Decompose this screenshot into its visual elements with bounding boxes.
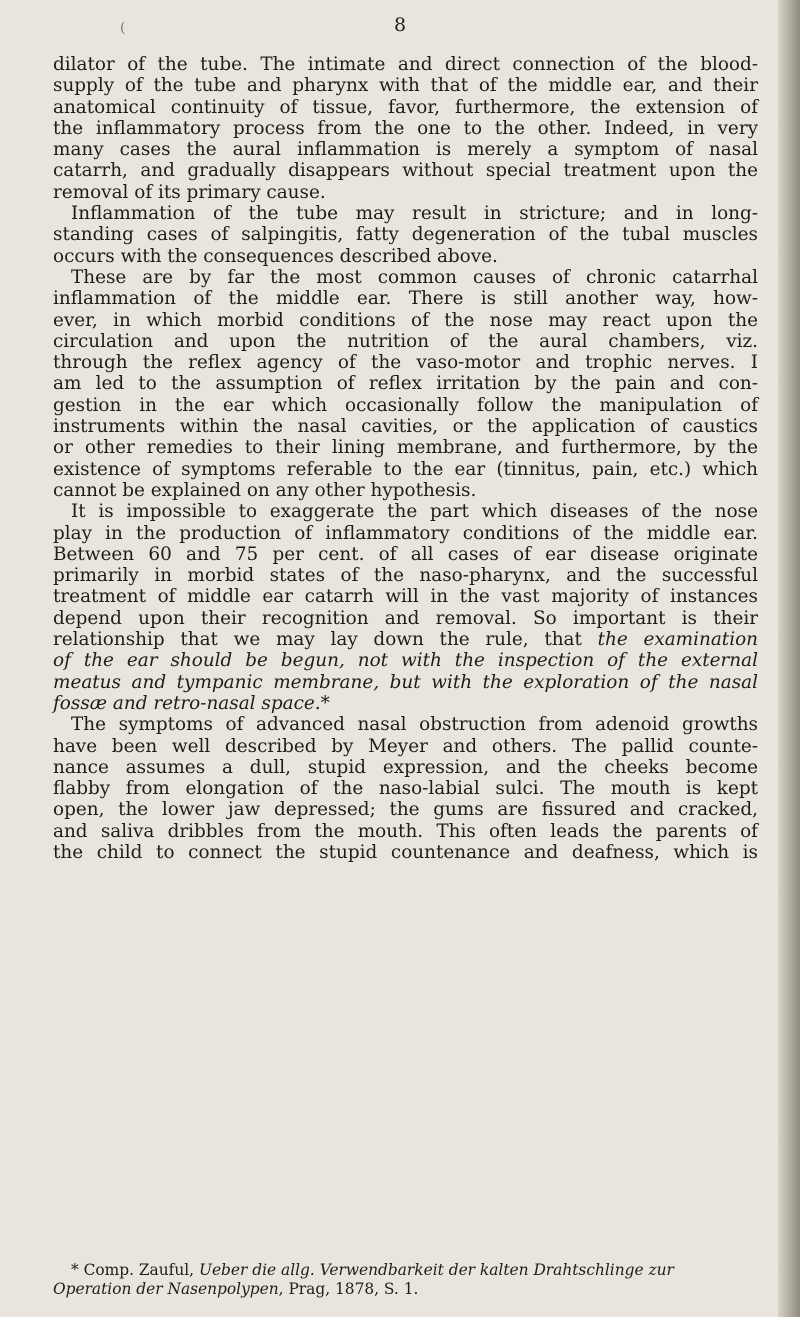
body-line: ever, in which morbid conditions of the nose may react upon the (53, 309, 758, 331)
body-line: These are by far the most common causes of chronic catarrhal (71, 266, 758, 288)
body-line: primarily in morbid states of the naso-pharynx, and the successful (53, 565, 758, 587)
body-line: the inflammatory process from the one to the other. Indeed, in very (53, 117, 758, 139)
body-line: have been well described by Meyer and others. The pallid counte- (53, 735, 758, 757)
footnote-italic: Operation der Nasenpolypen (53, 1279, 279, 1298)
body-line: depend upon their recognition and removal. So important is their (53, 607, 758, 629)
stray-mark: ( (120, 20, 126, 36)
body-line: catarrh, and gradually disappears without special treatment upon the (53, 160, 758, 182)
body-line: many cases the aural inflammation is merely a symptom of nasal (53, 139, 758, 161)
body-line: anatomical continuity of tissue, favor, furthermore, the extension of (53, 96, 758, 118)
body-line: It is impossible to exaggerate the part which diseases of the nose (71, 501, 758, 523)
body-line: occurs with the consequences described above. (53, 245, 498, 267)
body-text (53, 54, 758, 863)
body-line: Between 60 and 75 per cent. of all cases of ear disease originate (53, 543, 758, 565)
body-line: nance assumes a dull, stupid expression, and the cheeks become (53, 756, 758, 778)
footnote-italic: Ueber die allg. Verwendbarkeit der kalten Drahtschlinge zur (198, 1261, 674, 1279)
body-line: open, the lower jaw depressed; the gums are fissured and cracked, (53, 799, 758, 821)
body-line: Inflammation of the tube may result in stricture; and in long- (71, 203, 758, 225)
footnote (53, 1261, 758, 1298)
page-number: 8 (393, 14, 407, 36)
body-line: circulation and upon the nutrition of the aural chambers, viz. (53, 330, 758, 352)
body-line: treatment of middle ear catarrh will in the vast majority of instances (53, 586, 758, 608)
body-line: standing cases of salpingitis, fatty degeneration of the tubal muscles (53, 224, 758, 246)
body-line-roman: relationship that we may lay down the rule, that (53, 629, 598, 651)
body-line-mixed (53, 629, 758, 650)
body-line: the child to connect the stupid countenance and deafness, which is (53, 841, 758, 863)
body-line: flabby from elongation of the naso-labial sulci. The mouth is kept (53, 778, 758, 800)
body-line: removal of its primary cause. (53, 181, 326, 203)
body-line: play in the production of inflammatory conditions of the middle ear. (53, 522, 758, 544)
body-line: cannot be explained on any other hypothesis. (53, 479, 477, 501)
body-line: existence of symptoms referable to the ear (tinnitus, pain, etc.) which (53, 458, 758, 480)
body-line: or other remedies to their lining membrane, and furthermore, by the (53, 437, 758, 459)
body-line: gestion in the ear which occasionally follow the manipulation of (53, 394, 758, 416)
body-line: through the reflex agency of the vaso-motor and trophic nerves. I (53, 352, 758, 374)
body-line: supply of the tube and pharynx with that of the middle ear, and their (53, 75, 758, 97)
body-line: meatus and tympanic membrane, but with the exploration of the nasal (53, 671, 758, 693)
page-edge-shadow (778, 0, 800, 1317)
body-line: of the ear should be begun, not with the inspection of the external (53, 650, 758, 672)
body-line: dilator of the tube. The intimate and direct connection of the blood- (53, 54, 758, 75)
body-line-italic: the examination (597, 629, 758, 651)
body-line: am led to the assumption of reflex irritation by the pain and con- (53, 373, 758, 395)
body-line: The symptoms of advanced nasal obstruction from adenoid growths (71, 714, 758, 736)
footnote-roman: * Comp. Zauful, (71, 1261, 199, 1279)
body-line: and saliva dribbles from the mouth. This often leads the parents of (53, 820, 758, 842)
body-line: fossæ and retro-nasal space.* (53, 692, 330, 714)
footnote-line (53, 1261, 758, 1280)
body-line: inflammation of the middle ear. There is still another way, how- (53, 288, 758, 310)
body-line: instruments within the nasal cavities, or the application of caustics (53, 416, 758, 438)
footnote-roman: , Prag, 1878, S. 1. (278, 1279, 419, 1298)
footnote-line (53, 1280, 758, 1299)
